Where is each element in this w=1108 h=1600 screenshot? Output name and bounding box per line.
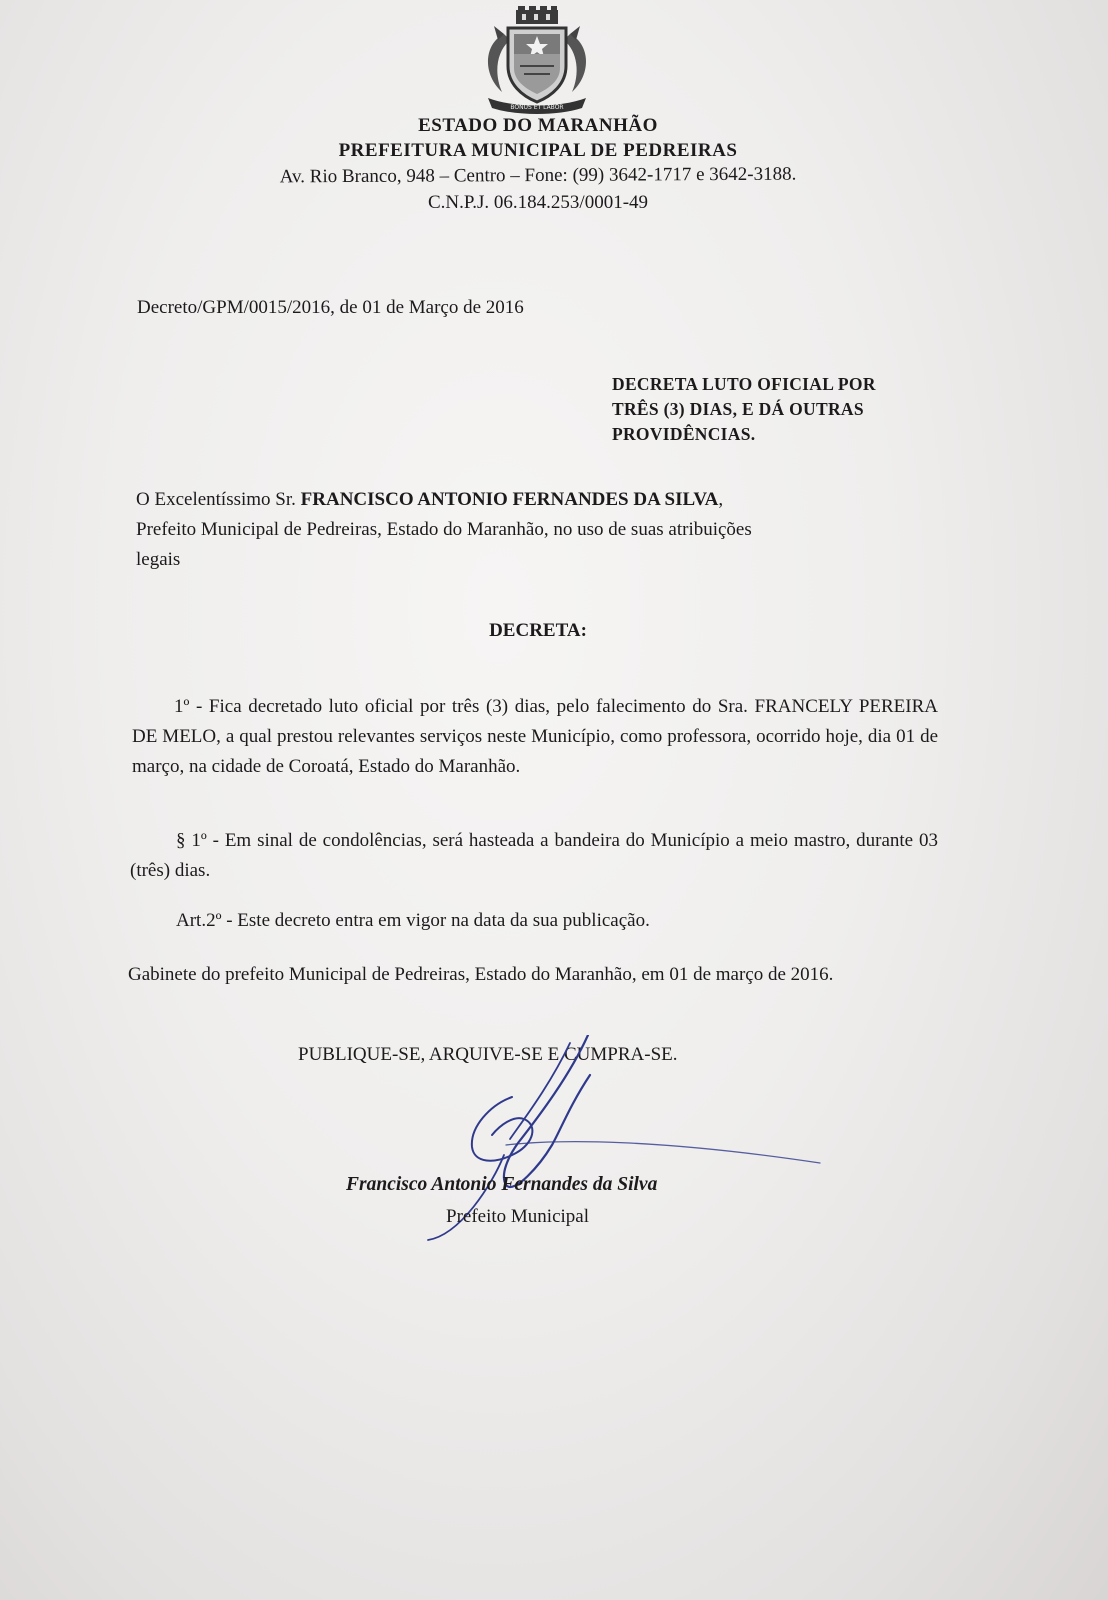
header-state: ESTADO DO MARANHÃO — [418, 115, 658, 136]
article-1: 1º - Fica decretado luto oficial por três (3) dias, pelo falecimento do Sra. FRANCELY PEREIRA DE MELO, a qual prestou relevantes serviços neste Município, como professora, ocorrido hoje, dia 01 de março, na cidade de Coroatá, Estado do Maranhão. — [132, 696, 938, 777]
article-2: Art.2º - Este decreto entra em vigor na data da sua publicação. — [176, 910, 650, 931]
signatory-role: Prefeito Municipal — [446, 1206, 589, 1227]
handwritten-signature-icon — [420, 1035, 840, 1275]
preamble-prefix: O Excelentíssimo Sr. — [136, 489, 301, 510]
paragraph-1: § 1º - Em sinal de condolências, será hasteada a bandeira do Município a meio mastro, durante 03 (três) dias. — [130, 830, 938, 881]
publish-statement: PUBLIQUE-SE, ARQUIVE-SE E CUMPRA-SE. — [298, 1044, 678, 1065]
preamble-line: legais — [136, 549, 181, 570]
ementa-line: TRÊS (3) DIAS, E DÁ OUTRAS — [612, 399, 864, 419]
mayor-name: FRANCISCO ANTONIO FERNANDES DA SILVA — [300, 489, 719, 510]
ementa-line: PROVIDÊNCIAS. — [612, 424, 756, 444]
closing-statement: Gabinete do prefeito Municipal de Pedreiras, Estado do Maranhão, em 01 de março de 2016. — [128, 964, 834, 985]
header-address: Av. Rio Branco, 948 – Centro – Fone: (99) 3642-1717 e 3642-3188. — [279, 163, 797, 188]
preamble — [136, 485, 936, 575]
signatory-name: Francisco Antonio Fernandes da Silva — [346, 1174, 658, 1195]
header-cnpj: C.N.P.J. 06.184.253/0001-49 — [427, 192, 649, 213]
decree-number-date: Decreto/GPM/0015/2016, de 01 de Março de 2016 — [137, 297, 524, 318]
decreta-heading: DECRETA: — [489, 620, 587, 641]
decree-ementa — [612, 372, 942, 447]
preamble-line: Prefeito Municipal de Pedreiras, Estado do Maranhão, no uso de suas atribuições — [136, 519, 752, 540]
municipal-crest-icon — [474, 4, 600, 116]
crest-motto: BONUS ET LABOR — [510, 104, 564, 111]
header-prefecture: PREFEITURA MUNICIPAL DE PEDREIRAS — [338, 140, 738, 161]
ementa-line: DECRETA LUTO OFICIAL POR — [612, 374, 876, 394]
preamble-comma: , — [718, 489, 724, 510]
